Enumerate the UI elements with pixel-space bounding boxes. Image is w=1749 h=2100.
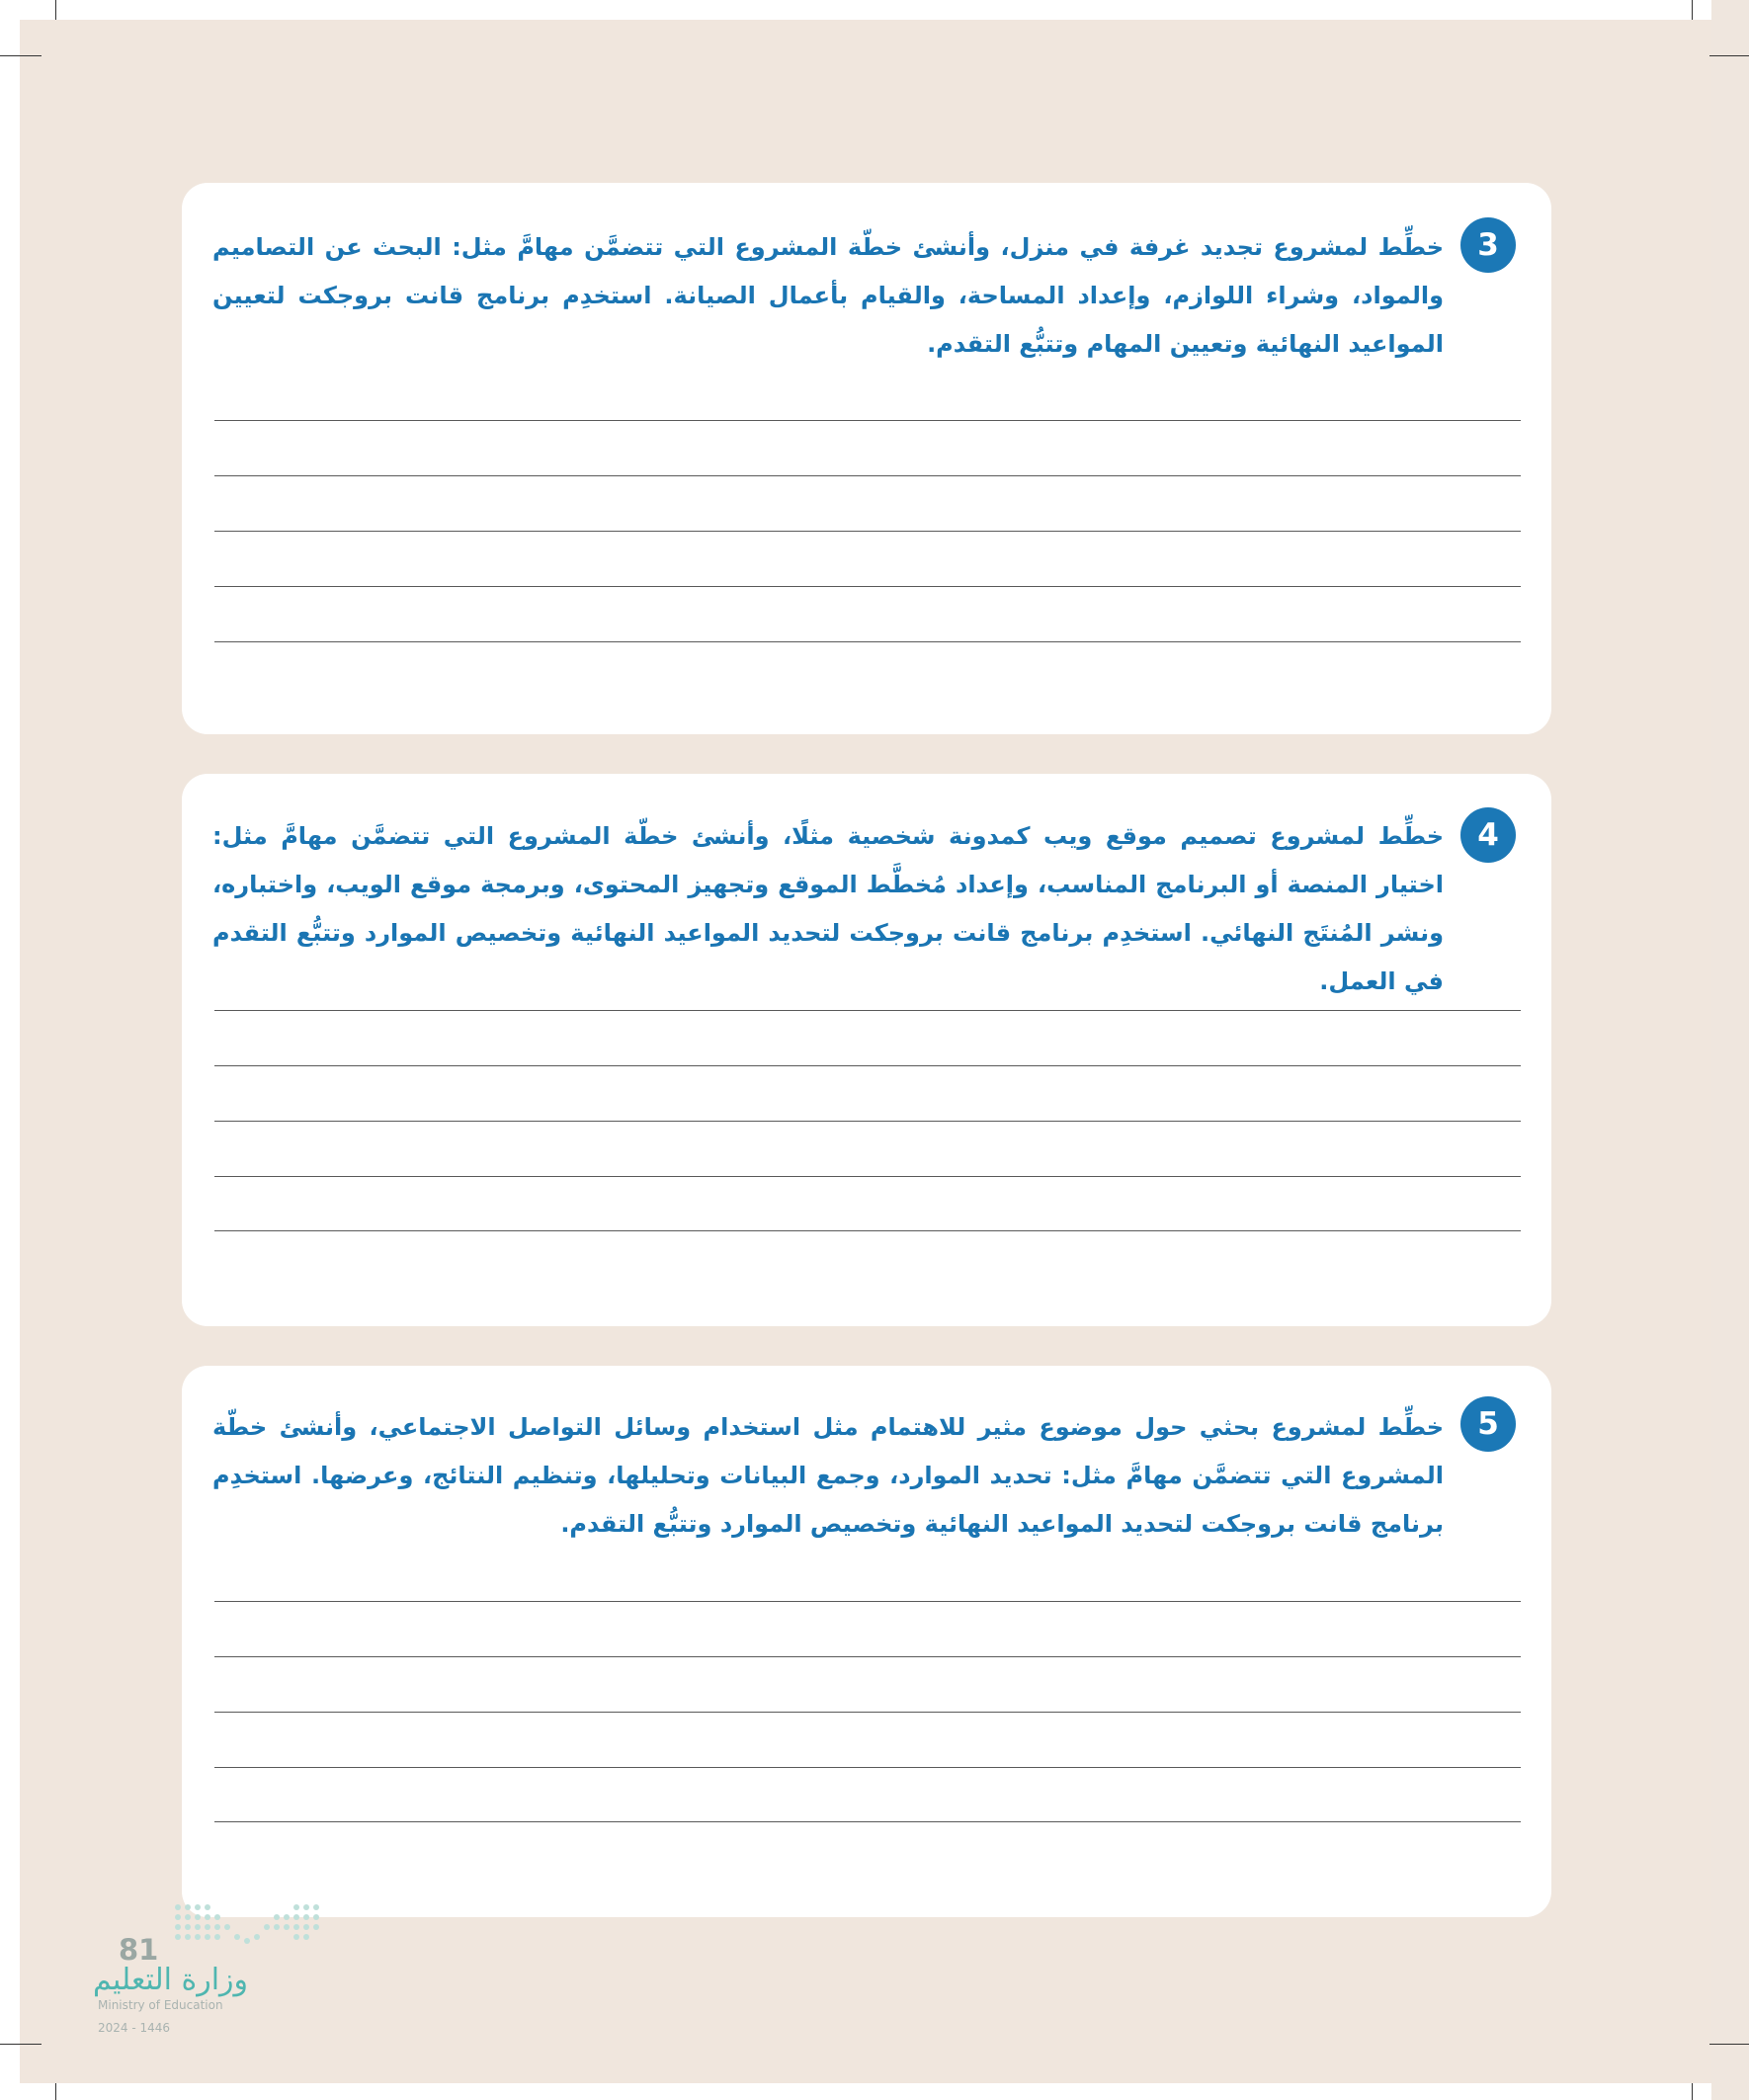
exercise-prompt: خطِّط لمشروع تصميم موقع ويب كمدونة شخصية مثلًا، وأنشئ خطّة المشروع التي تتضمَّن مهامَّ مثل: اختيار المنصة أو البرنامج المناسب، وإعداد مُخطَّط الموقع وتجهيز المحتوى، وبرمجة موقع الويب، واختباره، ونشر المُنتَج النهائي. استخدِم برنامج قانت بروجكت لتحديد المواعيد النهائية وتخصيص الموارد وتتبُّع التقدم في العمل. bbox=[212, 822, 1444, 995]
answer-line[interactable] bbox=[214, 475, 1521, 476]
ministry-logo-dots bbox=[174, 1901, 324, 1951]
answer-line[interactable] bbox=[214, 1176, 1521, 1177]
exercise-prompt: خطِّط لمشروع تجديد غرفة في منزل، وأنشئ خطّة المشروع التي تتضمَّن مهامَّ مثل: البحث عن التصاميم والمواد، وشراء اللوازم، وإعداد المساحة، والقيام بأعمال الصيانة. استخدِم برنامج قانت بروجكت لتعيين المواعيد النهائية وتعيين المهام وتتبُّع التقدم. bbox=[212, 233, 1444, 358]
answer-line[interactable] bbox=[214, 1821, 1521, 1822]
crop-mark bbox=[55, 2083, 56, 2100]
crop-mark bbox=[0, 2044, 42, 2045]
answer-line[interactable] bbox=[214, 420, 1521, 421]
crop-mark bbox=[1692, 2083, 1693, 2100]
page-edge-strip bbox=[1711, 0, 1749, 2100]
answer-line[interactable] bbox=[214, 1656, 1521, 1657]
ministry-name-arabic: وزارة التعليم bbox=[93, 1963, 249, 1997]
crop-mark bbox=[1709, 2044, 1749, 2045]
answer-line[interactable] bbox=[214, 1065, 1521, 1066]
answer-line[interactable] bbox=[214, 1230, 1521, 1231]
answer-line[interactable] bbox=[214, 531, 1521, 532]
answer-line[interactable] bbox=[214, 1010, 1521, 1011]
crop-mark bbox=[1709, 55, 1749, 56]
crop-mark bbox=[55, 0, 56, 20]
crop-mark bbox=[1692, 0, 1693, 20]
answer-line[interactable] bbox=[214, 1712, 1521, 1713]
exercise-prompt: خطِّط لمشروع بحثي حول موضوع مثير للاهتمام مثل استخدام وسائل التواصل الاجتماعي، وأنشئ خطّة المشروع التي تتضمَّن مهامَّ مثل: تحديد الموارد، وجمع البيانات وتحليلها، وتنظيم النتائج، وعرضها. استخدِم برنامج قانت بروجكت لتحديد المواعيد النهائية وتخصيص الموارد وتتبُّع التقدم. bbox=[212, 1413, 1444, 1538]
exercise-number-badge: 4 bbox=[1460, 807, 1516, 863]
answer-line[interactable] bbox=[214, 1767, 1521, 1768]
exercise-number-badge: 3 bbox=[1460, 217, 1516, 273]
answer-line[interactable] bbox=[214, 641, 1521, 642]
answer-line[interactable] bbox=[214, 586, 1521, 587]
answer-line[interactable] bbox=[214, 1121, 1521, 1122]
ministry-name-english: Ministry of Education bbox=[98, 1998, 223, 2012]
page-number: 81 bbox=[119, 1933, 159, 1967]
exercise-number-badge: 5 bbox=[1460, 1396, 1516, 1452]
answer-line[interactable] bbox=[214, 1601, 1521, 1602]
edition-year: 2024 - 1446 bbox=[98, 2021, 171, 2035]
crop-mark bbox=[0, 55, 42, 56]
